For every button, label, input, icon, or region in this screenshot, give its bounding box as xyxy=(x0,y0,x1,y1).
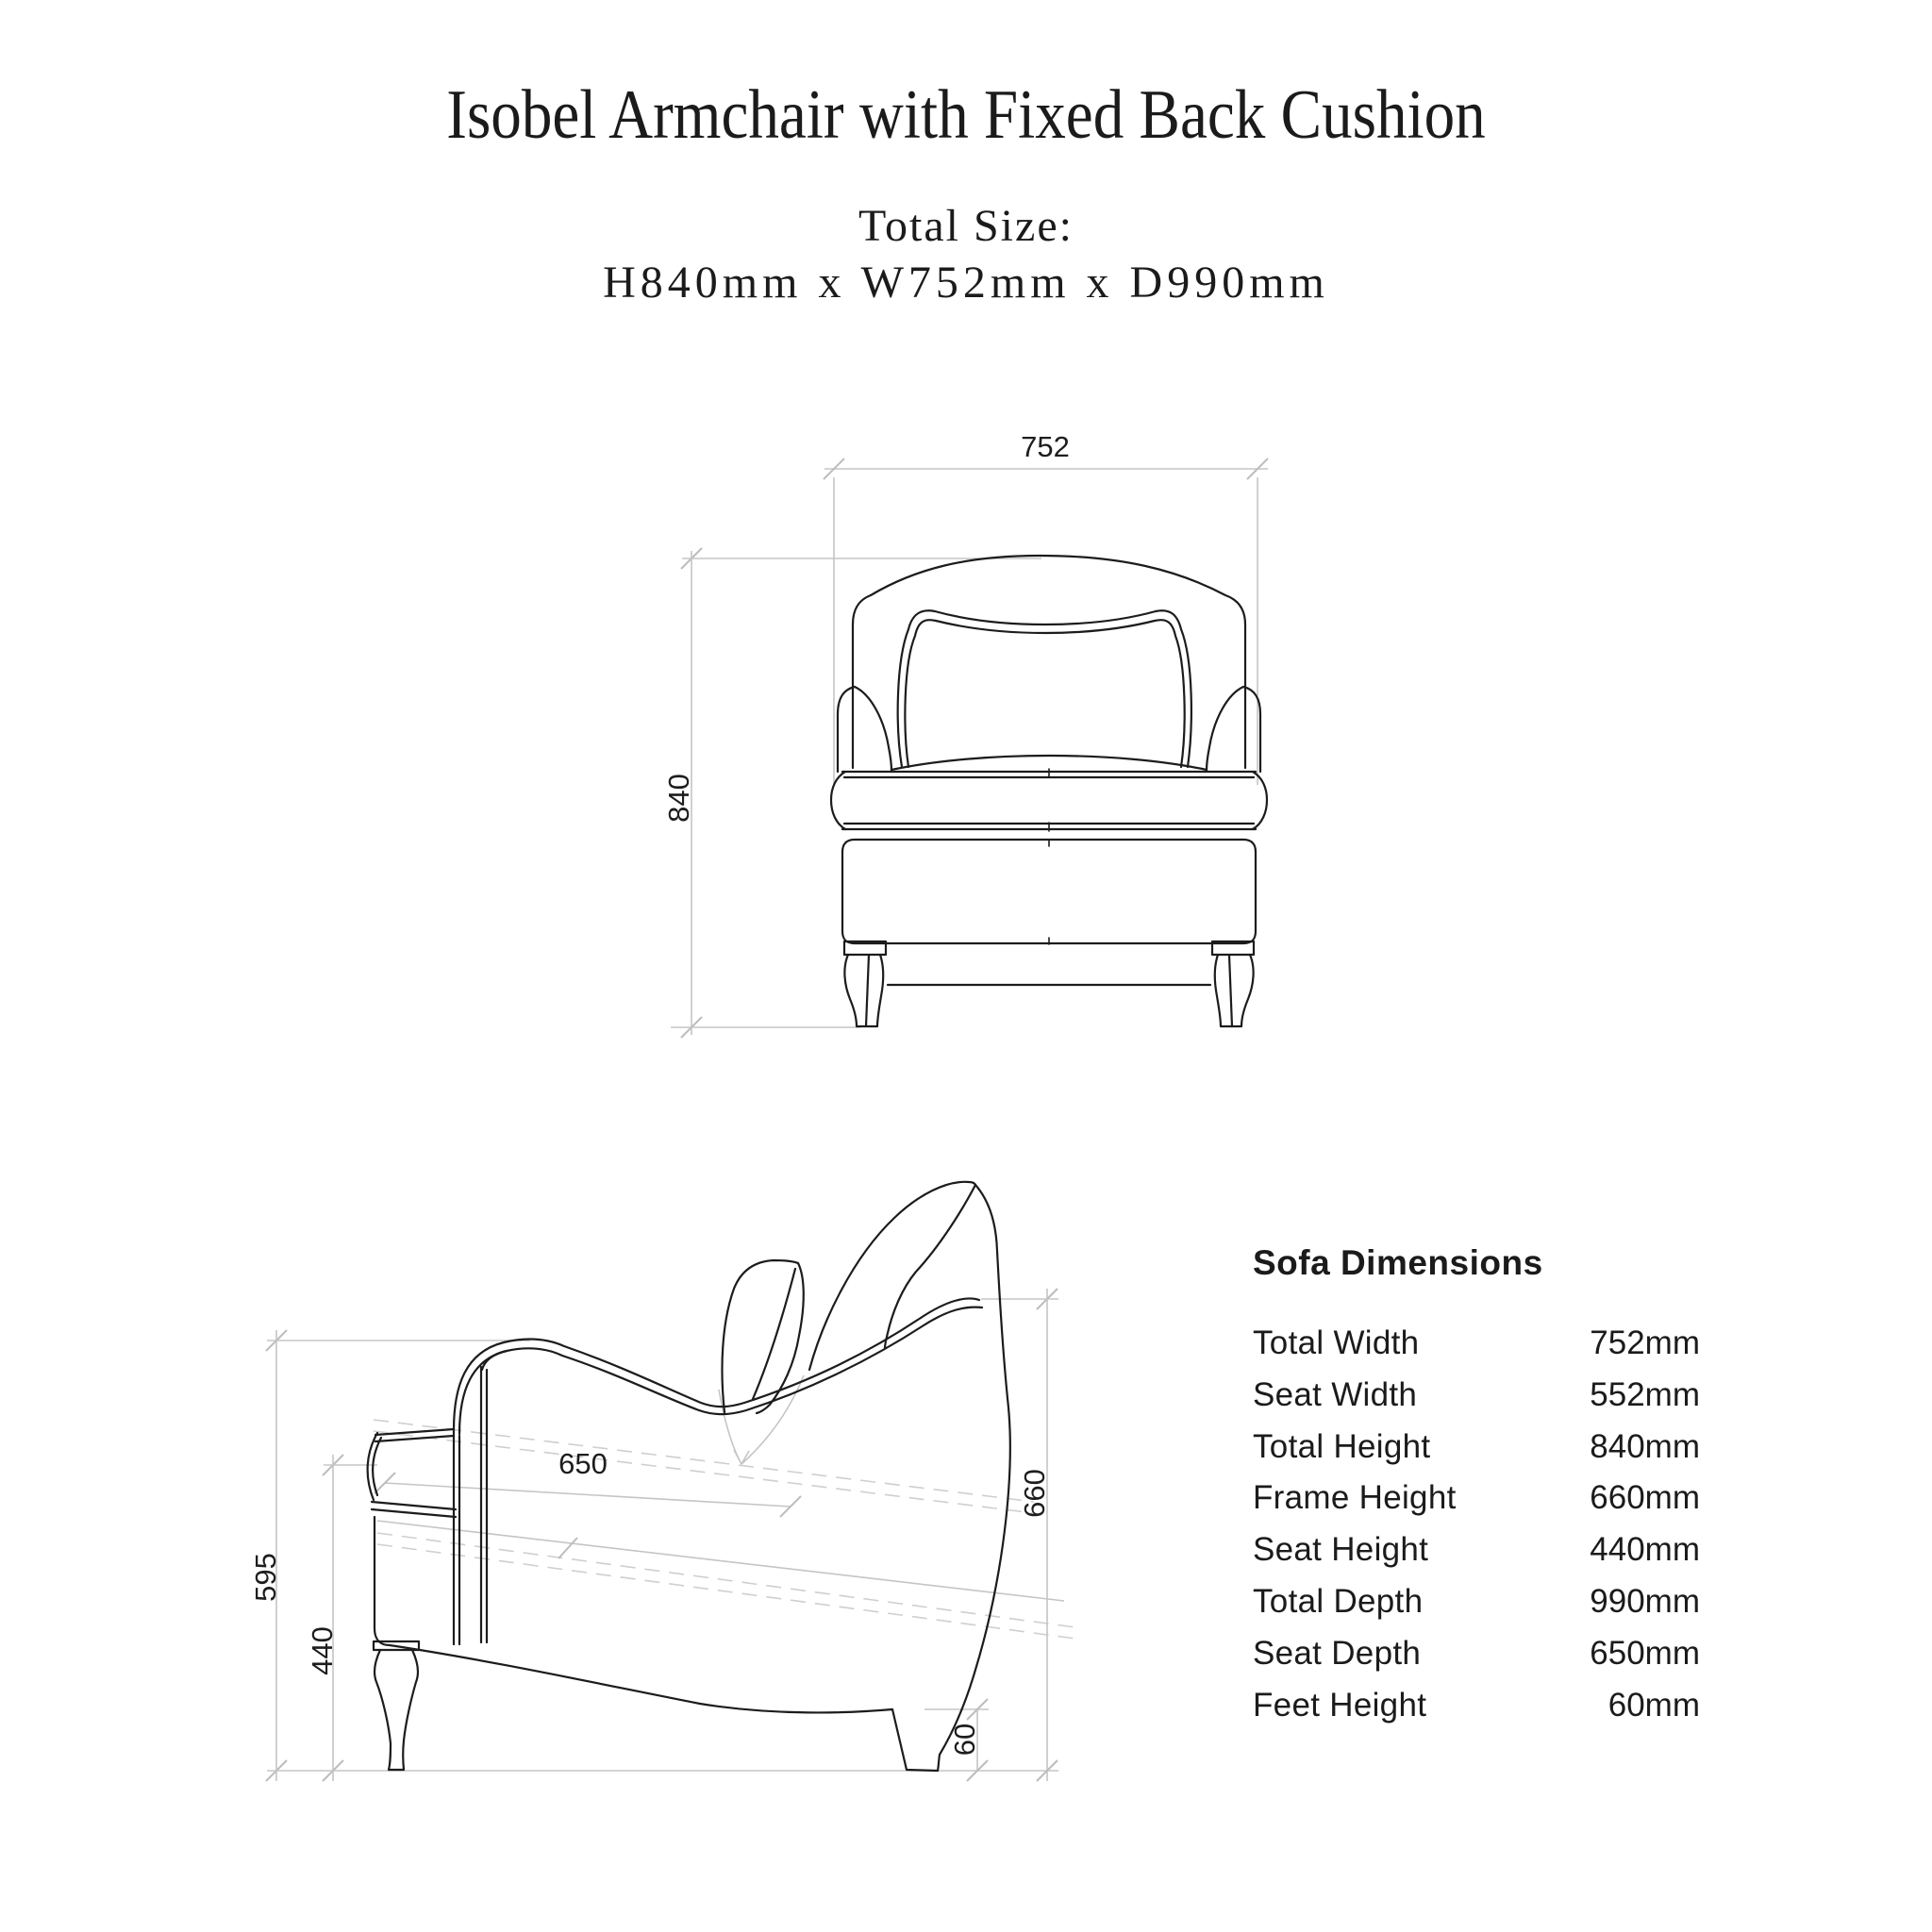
dimensions-table xyxy=(1253,1243,1700,1738)
scroll-arm-sweep-outer xyxy=(454,1298,979,1430)
left-foot-seam xyxy=(866,955,869,1026)
seat-cushion-right-bulge xyxy=(1253,772,1267,829)
dimension-label: Total Width xyxy=(1253,1324,1420,1361)
base-box xyxy=(842,840,1256,943)
dimension-label: Frame Height xyxy=(1253,1479,1457,1517)
arm-front-panel-bottom xyxy=(372,1502,456,1517)
table-row xyxy=(1253,1583,1700,1635)
dimension-value: 60mm xyxy=(1607,1686,1700,1724)
table-row xyxy=(1253,1428,1700,1480)
dimension-value: 552mm xyxy=(1590,1375,1700,1413)
left-arm xyxy=(838,687,891,772)
front-height-dim-label: 840 xyxy=(662,774,695,823)
side-arm-height-dim-label: 595 xyxy=(249,1553,282,1602)
dimension-value: 840mm xyxy=(1590,1427,1700,1465)
side-view-drawing xyxy=(236,1151,1085,1811)
right-foot-seam xyxy=(1229,955,1232,1026)
front-view-dimension-lines xyxy=(662,430,1268,1038)
arm-upright-front xyxy=(454,1430,459,1644)
side-view-dimension-lines xyxy=(249,1289,1075,1781)
dimensions-table-rows xyxy=(1253,1324,1700,1738)
arm-upright-rear xyxy=(481,1367,487,1642)
back-cushion-piping-inner xyxy=(905,620,1184,767)
left-foot xyxy=(844,955,883,1026)
dimension-value: 752mm xyxy=(1590,1324,1700,1361)
front-face-edge xyxy=(375,1517,390,1645)
back-cushion-piping-outer xyxy=(898,610,1191,767)
cushion-leader-lines xyxy=(719,1375,804,1464)
front-view-armchair-outline xyxy=(831,556,1267,1026)
camelback-frame xyxy=(853,556,1245,768)
table-row xyxy=(1253,1324,1700,1376)
front-view-drawing xyxy=(613,406,1330,1066)
arm-front-panel-top xyxy=(375,1429,454,1441)
dimension-value: 990mm xyxy=(1590,1582,1700,1620)
dimension-label: Seat Width xyxy=(1253,1375,1418,1413)
back-cushion-inner xyxy=(885,1185,975,1348)
dimension-label: Total Height xyxy=(1253,1427,1431,1465)
right-foot xyxy=(1215,955,1254,1026)
dimension-label: Feet Height xyxy=(1253,1686,1427,1724)
lumbar-cushion-seam xyxy=(753,1269,795,1399)
dimension-value: 650mm xyxy=(1590,1634,1700,1672)
dimension-label: Seat Height xyxy=(1253,1531,1429,1569)
dimension-value: 660mm xyxy=(1590,1479,1700,1517)
dimension-value: 440mm xyxy=(1590,1531,1700,1569)
table-row xyxy=(1253,1479,1700,1531)
table-row xyxy=(1253,1376,1700,1428)
page-title: Isobel Armchair with Fixed Back Cushion xyxy=(446,76,1486,154)
back-foot xyxy=(892,1709,938,1771)
front-width-dim-label: 752 xyxy=(1021,430,1070,463)
table-row xyxy=(1253,1635,1700,1687)
back-cushion-outer xyxy=(809,1182,975,1370)
side-seat-height-dim-label: 440 xyxy=(306,1626,339,1675)
scroll-arm-sweep-inner xyxy=(459,1307,982,1434)
seat-cushion-top xyxy=(891,756,1207,770)
total-size-label: Total Size: xyxy=(858,201,1074,251)
side-frame-height-dim-label: 660 xyxy=(1018,1469,1051,1518)
total-size-value: H840mm x W752mm x D990mm xyxy=(603,258,1329,308)
bottom-rail xyxy=(390,1645,892,1712)
side-seat-depth-dim-label: 650 xyxy=(558,1447,608,1480)
lumbar-cushion-front xyxy=(722,1260,798,1412)
back-rear-edge xyxy=(938,1185,1010,1771)
right-arm xyxy=(1207,687,1260,772)
table-row xyxy=(1253,1531,1700,1583)
arm-front-panel-side-inner xyxy=(373,1438,381,1495)
seat-cushion-band xyxy=(842,772,1256,829)
dimension-label: Seat Depth xyxy=(1253,1634,1422,1672)
dimension-label: Total Depth xyxy=(1253,1582,1424,1620)
front-turned-leg xyxy=(375,1650,418,1770)
dimensions-table-title: Sofa Dimensions xyxy=(1253,1243,1543,1282)
side-view-armchair-outline xyxy=(368,1182,1010,1771)
side-feet-height-dim-label: 60 xyxy=(948,1723,981,1757)
table-row xyxy=(1253,1687,1700,1739)
